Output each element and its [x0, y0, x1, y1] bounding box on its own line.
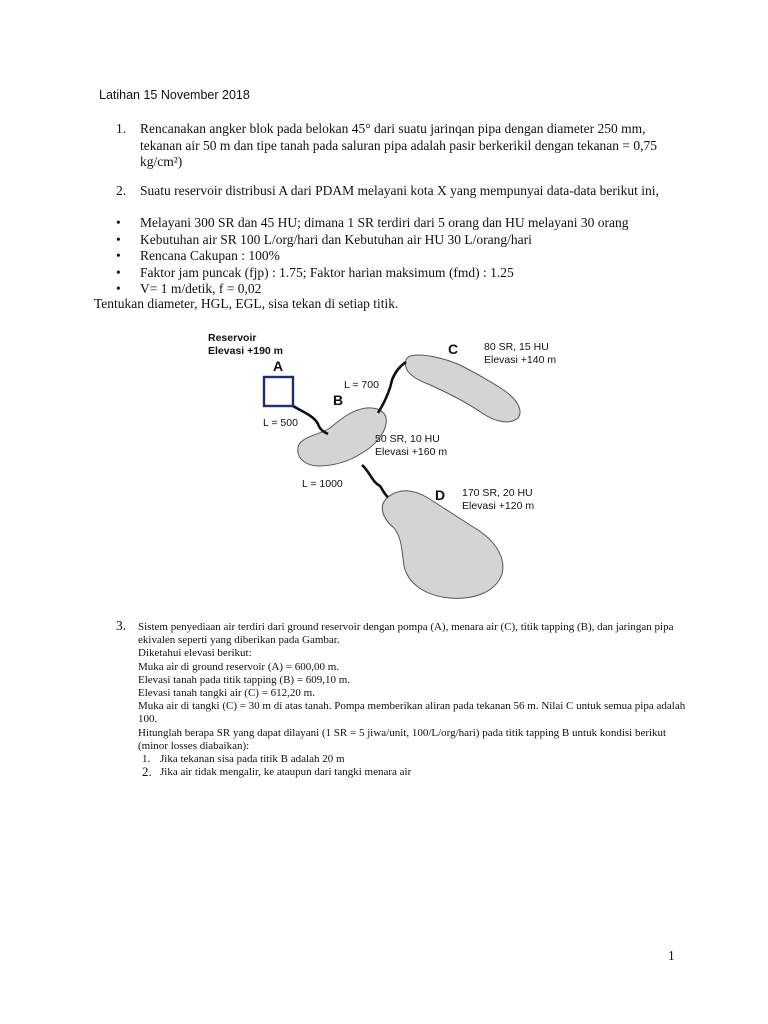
question-2-task: Tentukan diameter, HGL, EGL, sisa tekan di setiap titik.: [94, 296, 399, 311]
question-text: Suatu reservoir distribusi A dari PDAM melayani kota X yang mempunyai data-data berikut ini,: [140, 183, 659, 198]
reservoir-a-box: [264, 377, 293, 406]
reservoir-label: Reservoir: [208, 332, 257, 344]
question-3-line: Muka air di ground reservoir (A) = 600,00 m.: [138, 660, 340, 673]
question-number: 3.: [116, 618, 127, 633]
sub-question-text: Jika air tidak mengalir, ke ataupun dari tangki menara air: [160, 766, 412, 779]
question-3: [116, 618, 686, 780]
pipe-ab-line: [293, 406, 328, 434]
node-b-demand: 50 SR, 10 HU: [375, 433, 440, 445]
list-item: • Rencana Cakupan : 100%: [116, 248, 280, 263]
question-3-line: Sistem penyediaan air terdiri dari ground reservoir dengan pompa (A), menara air (C), titik tapping (B), dan jaringan pipa ekivalen seperti yang diberikan pada Gambar.: [138, 621, 674, 647]
pipe-bc-line: [378, 362, 406, 413]
pipe-bd-line: [362, 465, 388, 497]
node-c-elevation: Elevasi +140 m: [484, 354, 557, 366]
pipe-bc-length: L = 700: [344, 379, 379, 391]
reservoir-elevation: Elevasi +190 m: [208, 345, 284, 357]
question-3-line: Diketahui elevasi berikut:: [138, 647, 252, 660]
bullet-icon: •: [116, 264, 121, 280]
question-3-line: Elevasi tanah pada titik tapping (B) = 609,10 m.: [138, 673, 351, 686]
node-c-label: C: [448, 341, 459, 357]
pipe-bd-length: L = 1000: [302, 478, 343, 490]
list-item: • Melayani 300 SR dan 45 HU; dimana 1 SR terdiri dari 5 orang dan HU melayani 30 orang: [116, 215, 629, 230]
list-item: • Faktor jam puncak (fjp) : 1.75; Faktor harian maksimum (fmd) : 1.25: [116, 264, 514, 280]
node-a-label: A: [273, 358, 284, 374]
node-d-demand: 170 SR, 20 HU: [462, 487, 533, 499]
node-d-label: D: [435, 487, 446, 503]
list-item: • V= 1 m/detik, f = 0,02: [116, 281, 262, 296]
sub-question-text: Jika tekanan sisa pada titik B adalah 20 m: [160, 753, 345, 766]
question-3-line: Elevasi tanah tangki air (C) = 612,20 m.: [138, 687, 315, 700]
node-b-label: B: [333, 392, 344, 408]
bullet-icon: •: [116, 248, 121, 263]
question-text: Rencanakan angker blok pada belokan 45° dari suatu jarinqan pipa dengan diameter 250 mm, tekanan air 50 m dan tipe tanah pada saluran pipa adalah pasir berkerikil dengan tekanan = 0,75 kg/cm²): [140, 121, 658, 169]
question-number: 1.: [116, 121, 127, 136]
pipe-ab-length: L = 500: [263, 417, 298, 429]
sub-question-1: [138, 753, 686, 766]
question-3-line: Muka air di tangki (C) = 30 m di atas tanah. Pompa memberikan aliran pada tekanan 56 m. Nilai C untuk semua pipa adalah 100.: [138, 700, 686, 726]
bullet-icon: •: [116, 215, 121, 230]
question-number: 2.: [116, 183, 127, 198]
sub-question-2: [138, 766, 686, 779]
question-3-line: Hitunglah berapa SR yang dapat dilayani (1 SR = 5 jiwa/unit, 100/L/org/hari) pada titik tapping B untuk kondisi berikut (minor losses diabaikan):: [138, 726, 667, 752]
node-b-elevation: Elevasi +160 m: [375, 446, 448, 458]
list-item: • Kebutuhan air SR 100 L/org/hari dan Kebutuhan air HU 30 L/orang/hari: [116, 231, 532, 247]
sub-question-number: 2.: [142, 764, 152, 780]
page-title: Latihan 15 November 2018: [99, 88, 250, 102]
page-number: 1: [668, 948, 675, 963]
node-c-demand: 80 SR, 15 HU: [484, 341, 549, 353]
sub-question-number: 1.: [142, 753, 151, 766]
node-d-elevation: Elevasi +120 m: [462, 500, 535, 512]
bullet-icon: •: [116, 281, 121, 296]
bullet-icon: •: [116, 231, 121, 247]
